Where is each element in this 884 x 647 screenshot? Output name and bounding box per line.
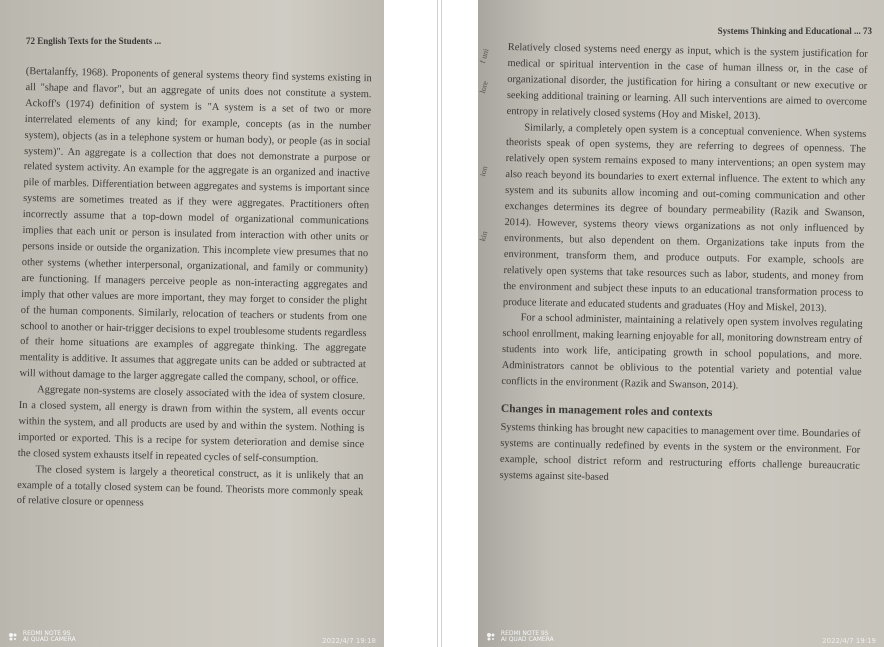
right-paragraph-1: Relatively closed systems need energy as input, which is the system justification for medical or spiritual intervention in the case of human illness or, in the case of organizational disorder, the justification for hiring a consultant or new executive or seeking additional training or learning. All such interventions are aimed to overcome entropy in relatively closed systems (Hoy and Miskel, 2013). (506, 41, 868, 122)
edge-fragment: f uni (478, 47, 491, 65)
edge-fragment: lore (478, 79, 490, 95)
section-heading: Changes in management roles and contexts (500, 402, 713, 419)
camera-lens-icon (486, 632, 496, 642)
camera-watermark-left (8, 631, 76, 643)
divider-line (441, 0, 442, 647)
right-paragraph-3: For a school administer, maintaining a relatively open system involves regulating school enrollment, making learning enjoyable for all, monitoring downstream entry of students into work life, anticipating growth in school populations, and more. Administrators cannot be oblivious to the potential variety and potential value conflicts in the environment (Razik and Swanson, 2014). (501, 312, 863, 392)
timestamp-right: 2022/4/7 19:19 (822, 637, 876, 645)
right-page-header: Systems Thinking and Educational ... 73 (717, 26, 872, 36)
right-paragraph-2: Similarly, a completely open system is a conceptual convenience. When systems theorists speak of open systems, they are referring to degrees of openness. The relatively open system remains exposed to many interventions; an open system may also reach beyond its boundaries to exert external influence. The extent to which any system and its subunits allow incoming and out-coming communication and other exchanges determines its degree of boundary permeability (Razik and Swanson, 2014). However, systems theory views organizations as not only influenced by environments, but also dependent on them. Organizations take inputs from the environment, transform them, and produce outputs. For example, schools are relatively open systems that take resources such as labor, students, and money from the environment and subject these inputs to an educational transformation process to produce literate and educated students and graduates (Hoy and Miskel, 2013). (502, 121, 867, 314)
edge-fragment: ion (478, 165, 490, 178)
camera-watermark-right (486, 631, 554, 643)
left-page-body (17, 64, 372, 517)
section-paragraph: Systems thinking has brought new capacities to management over time. Boundaries of systems are continually redefined by events in the system or the environment. For example, school district reform and restructuring efforts challenge bureaucratic systems against site-based (499, 421, 861, 483)
divider-line (437, 0, 438, 647)
camera-lens-icon (8, 632, 18, 642)
right-page-body (499, 40, 867, 490)
watermark-device-right: REDMI NOTE 9S (500, 630, 549, 637)
left-paragraph-2: Aggregate non-systems are closely associated with the idea of system closure. In a closed system, all energy is drawn from within the system, all events occur within the system, and all products are used by and within the system. Nothing is imported or exported. This is a recipe for system deterioration and demise since the closed system exhausts itself in repeated cycles of self-consumption. (17, 384, 366, 465)
edge-fragment: kin (478, 230, 490, 243)
left-paragraph-3: The closed system is largely a theoretical construct, as it is unlikely that an example of a totally closed system can be found. Theorists more commonly speak of relative closure or openness (16, 463, 364, 510)
left-page-header: 72 English Texts for the Students ... (26, 36, 162, 46)
timestamp-left: 2022/4/7 19:18 (322, 637, 376, 645)
left-paragraph-1: (Bertalanffy, 1968). Proponents of general systems theory find systems existing in all "shape and flavor", but an aggregate of units does not constitute a system. Ackoff's (1974) definition of system is "A system is a set of two or more interrelated elements of any kind; for example, concepts (as in the number system), objects (as in a telephone system or human body), or people (as in social system)". An aggregate is a collection that does not demonstrate a purpose or related system activity. An example for the aggregate is an organized and inactive pile of marbles. Differentiation between aggregates and systems is important since systems are sometimes treated as if they were aggregates. Practitioners often incorrectly assume that a top-down model of organizational communications implies that each unit or person is insulated from interaction with other units or persons inside or outside the organization. This incomplete view presumes that no other systems (whether interpersonal, organizational, and family or community) are functioning. If managers perceive people as non-interacting aggregates and imply that other values are more important, they may forget to consider the plight of the human components. Similarly, relocation of teachers or students from one school to another or hair-trigger decisions to expel troublesome students regardless of their home situations are examples of aggregate thinking. The aggregate mentality is additive. It assumes that aggregate units can be added or subtracted at will without damage to the larger aggregate called the company, school, or office. (19, 65, 372, 387)
watermark-camera-left: AI QUAD CAMERA (22, 636, 76, 643)
left-page-photo (0, 0, 384, 647)
watermark-camera-right: AI QUAD CAMERA (500, 636, 554, 643)
right-page-photo (478, 0, 884, 647)
watermark-device-left: REDMI NOTE 9S (22, 630, 71, 637)
